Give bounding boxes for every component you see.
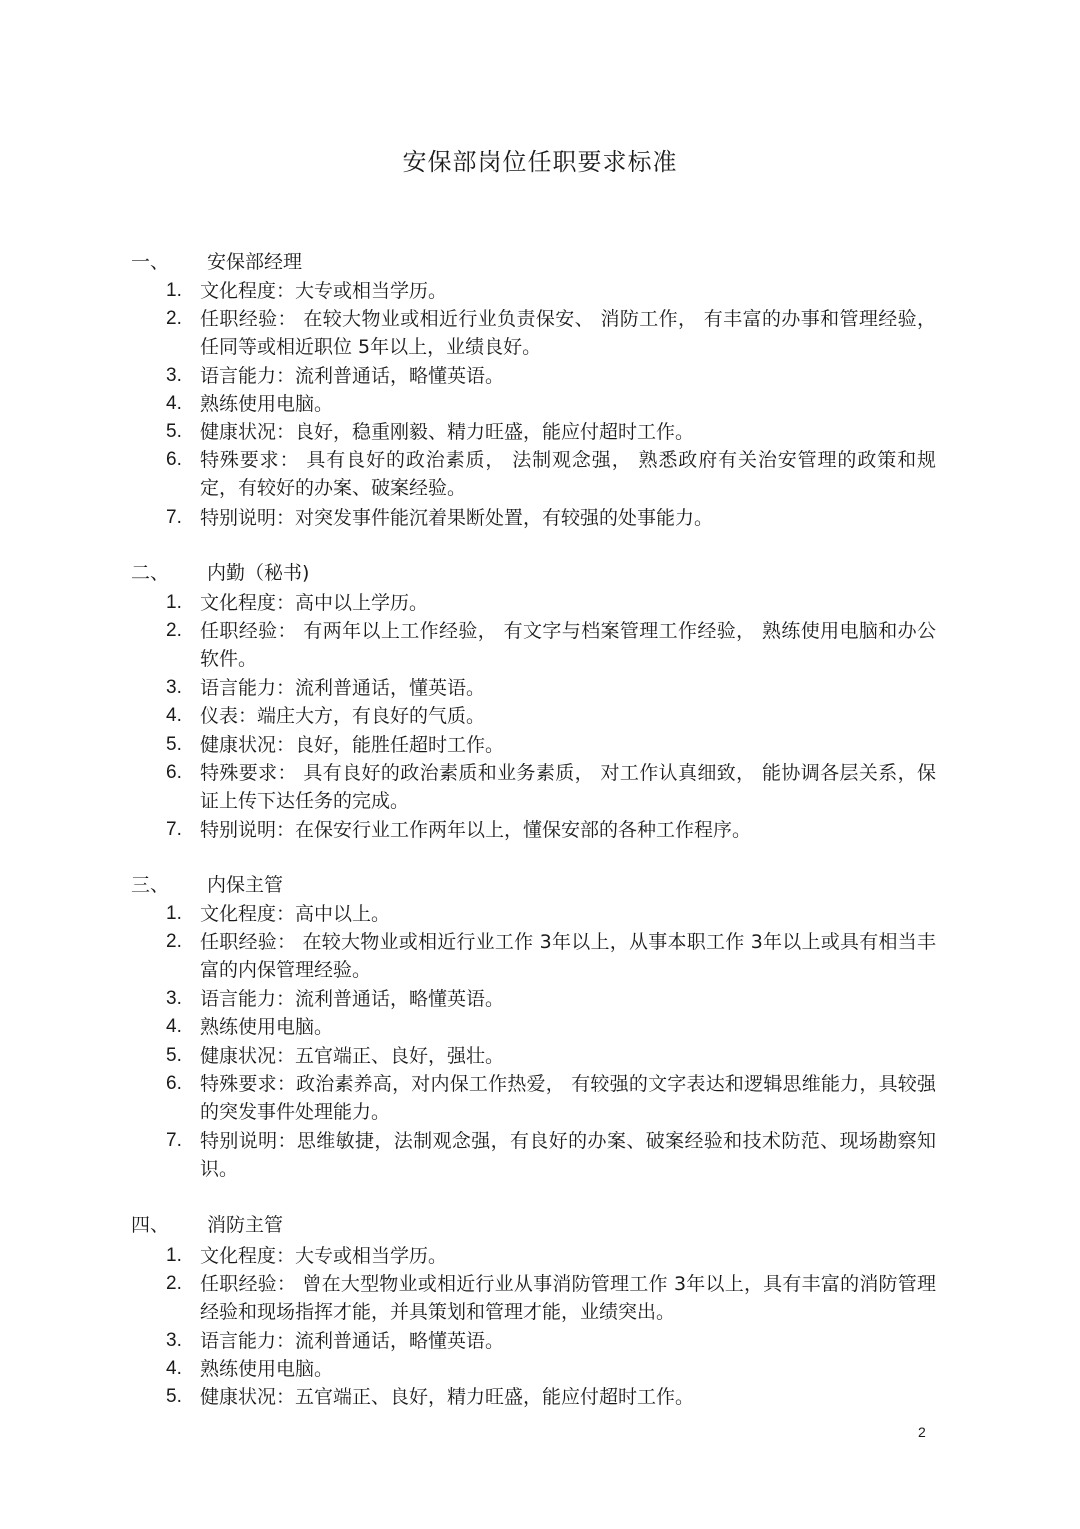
item-number: 7. <box>166 819 182 840</box>
list-item <box>166 504 936 532</box>
list-item <box>166 390 936 418</box>
item-number: 2. <box>166 620 182 641</box>
item-text: 健康状况：五官端正、良好，强壮。 <box>200 1045 505 1067</box>
item-text: 文化程度：大专或相当学历。 <box>200 280 448 302</box>
list-item <box>166 362 936 390</box>
item-number: 1. <box>166 903 182 924</box>
list-item <box>166 1242 936 1270</box>
item-number: 3. <box>166 677 182 698</box>
item-number: 6. <box>166 1073 182 1094</box>
item-number: 3. <box>166 988 182 1009</box>
item-text: 语言能力：流利普通话，略懂英语。 <box>200 988 505 1010</box>
list-item <box>166 1042 936 1070</box>
list-item <box>166 816 936 844</box>
section-number: 三、 <box>131 874 170 896</box>
list-item <box>166 589 936 617</box>
section-number: 一、 <box>131 251 170 273</box>
item-text: 任职经验： 在较大物业或相近行业工作 3年以上，从事本职工作 3年以上或具有相当丰富的内保管理经验。 <box>200 931 936 981</box>
page-title: 安保部岗位任职要求标准 <box>402 148 678 176</box>
item-text: 特别说明：对突发事件能沉着果断处置，有较强的处事能力。 <box>200 507 714 529</box>
list-item <box>166 702 936 730</box>
item-text: 健康状况：良好，能胜任超时工作。 <box>200 734 505 756</box>
item-text: 特殊要求：政治素养高，对内保工作热爱， 有较强的文字表达和逻辑思维能力，具较强的突发事件处理能力。 <box>200 1073 936 1123</box>
item-text: 健康状况：良好，稳重刚毅、精力旺盛，能应付超时工作。 <box>200 421 695 443</box>
item-text: 任职经验： 有两年以上工作经验， 有文字与档案管理工作经验， 熟练使用电脑和办公软件。 <box>200 620 936 670</box>
list-item <box>166 1127 936 1183</box>
list-item <box>166 928 936 984</box>
item-number: 6. <box>166 762 182 783</box>
list-item <box>166 1355 936 1383</box>
item-text: 文化程度：高中以上学历。 <box>200 592 429 614</box>
list-item <box>166 674 936 702</box>
list-item <box>166 1013 936 1041</box>
section-number: 二、 <box>131 562 170 584</box>
item-number: 3. <box>166 1330 182 1351</box>
item-number: 6. <box>166 449 182 470</box>
list-item <box>166 731 936 759</box>
item-text: 语言能力：流利普通话，略懂英语。 <box>200 1330 505 1352</box>
item-number: 5. <box>166 1045 182 1066</box>
item-number: 5. <box>166 1386 182 1407</box>
section-title: 内勤（秘书) <box>207 562 310 584</box>
section-heading <box>131 248 302 276</box>
section-heading <box>131 1211 283 1239</box>
item-text: 熟练使用电脑。 <box>200 393 334 415</box>
item-text: 语言能力：流利普通话，略懂英语。 <box>200 365 505 387</box>
item-number: 4. <box>166 1016 182 1037</box>
item-number: 4. <box>166 705 182 726</box>
item-text: 特殊要求： 具有良好的政治素质， 法制观念强， 熟悉政府有关治安管理的政策和规定，有较好的办案、破案经验。 <box>200 449 936 499</box>
page-number: 2 <box>918 1424 926 1440</box>
item-number: 3. <box>166 365 182 386</box>
item-text: 特别说明：思维敏捷，法制观念强，有良好的办案、破案经验和技术防范、现场勘察知识。 <box>200 1130 936 1180</box>
item-number: 5. <box>166 734 182 755</box>
item-number: 4. <box>166 393 182 414</box>
section-heading <box>131 871 283 899</box>
item-number: 7. <box>166 507 182 528</box>
list-item <box>166 277 936 305</box>
list-item <box>166 418 936 446</box>
item-text: 特别说明：在保安行业工作两年以上，懂保安部的各种工作程序。 <box>200 819 752 841</box>
list-item <box>166 446 936 502</box>
item-text: 熟练使用电脑。 <box>200 1358 334 1380</box>
section-number: 四、 <box>131 1214 170 1236</box>
item-number: 5. <box>166 421 182 442</box>
item-text: 语言能力：流利普通话，懂英语。 <box>200 677 486 699</box>
item-text: 仪表：端庄大方，有良好的气质。 <box>200 705 486 727</box>
list-item <box>166 1070 936 1126</box>
item-number: 1. <box>166 280 182 301</box>
item-number: 1. <box>166 1245 182 1266</box>
item-text: 任职经验： 曾在大型物业或相近行业从事消防管理工作 3年以上，具有丰富的消防管理经验和现场指挥才能，并具策划和管理才能，业绩突出。 <box>200 1273 936 1323</box>
item-text: 文化程度：高中以上。 <box>200 903 391 925</box>
list-item <box>166 985 936 1013</box>
item-text: 文化程度：大专或相当学历。 <box>200 1245 448 1267</box>
item-number: 7. <box>166 1130 182 1151</box>
section-heading <box>131 559 309 587</box>
list-item <box>166 900 936 928</box>
item-text: 任职经验： 在较大物业或相近行业负责保安、 消防工作， 有丰富的办事和管理经验，任同等或相近职位 5年以上，业绩良好。 <box>200 308 936 358</box>
item-number: 2. <box>166 1273 182 1294</box>
item-number: 2. <box>166 931 182 952</box>
list-item <box>166 1270 936 1326</box>
section-title: 消防主管 <box>207 1214 284 1236</box>
item-text: 健康状况：五官端正、良好，精力旺盛，能应付超时工作。 <box>200 1386 695 1408</box>
list-item <box>166 1383 936 1411</box>
list-item <box>166 617 936 673</box>
item-text: 熟练使用电脑。 <box>200 1016 334 1038</box>
list-item <box>166 305 936 361</box>
item-number: 4. <box>166 1358 182 1379</box>
section-title: 安保部经理 <box>207 251 303 273</box>
item-number: 1. <box>166 592 182 613</box>
section-title: 内保主管 <box>207 874 284 896</box>
list-item <box>166 759 936 815</box>
item-number: 2. <box>166 308 182 329</box>
item-text: 特殊要求： 具有良好的政治素质和业务素质， 对工作认真细致， 能协调各层关系，保证上传下达任务的完成。 <box>200 762 936 812</box>
list-item <box>166 1327 936 1355</box>
